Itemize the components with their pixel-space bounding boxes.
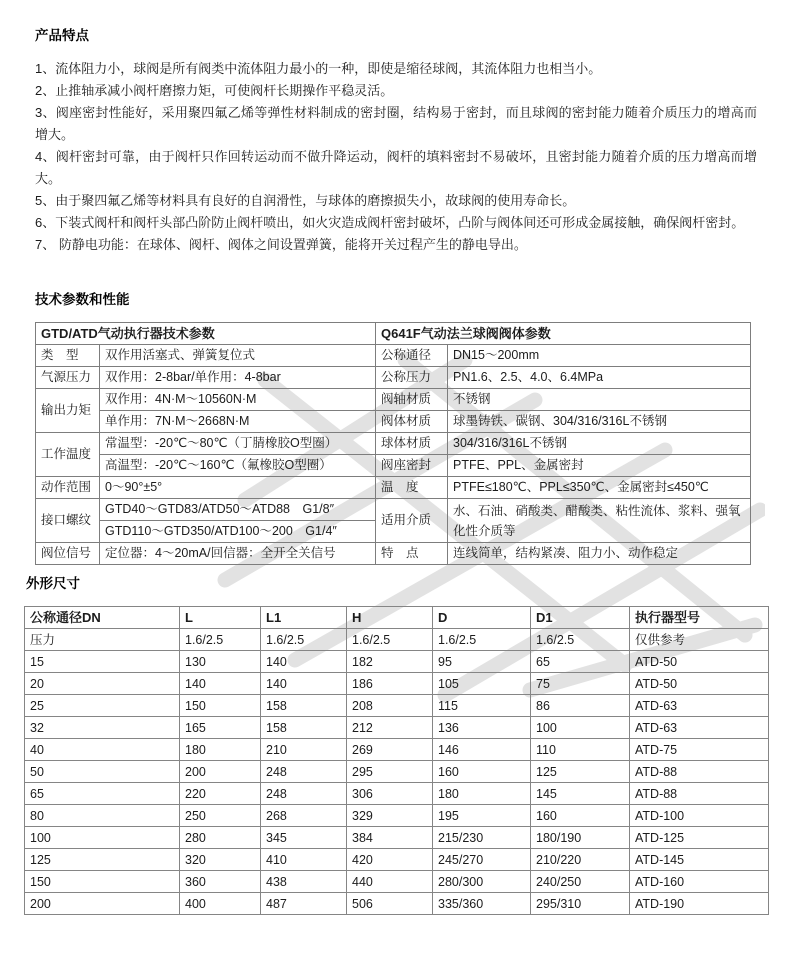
param-value: 304/316/316L不锈钢	[448, 433, 751, 455]
dim-cell: 280	[180, 827, 261, 849]
feature-item: 2、止推轴承减小阀杆磨擦力矩，可使阀杆长期操作平稳灵活。	[35, 83, 394, 98]
param-value: 0～90°±5°	[100, 477, 376, 499]
dim-cell: 150	[180, 695, 261, 717]
dim-cell: 125	[25, 849, 180, 871]
param-value: 双作用：4N·M～10560N·M	[100, 389, 376, 411]
dim-cell: 130	[180, 651, 261, 673]
dim-cell: ATD-125	[630, 827, 769, 849]
dim-cell: 210	[261, 739, 347, 761]
param-value: PTFE、PPL、金属密封	[448, 455, 751, 477]
dim-cell: 158	[261, 695, 347, 717]
param-label: 气源压力	[36, 367, 100, 389]
dim-cell: 335/360	[433, 893, 531, 915]
table-row	[36, 411, 751, 433]
param-value: GTD110～GTD350/ATD100～200 G1/4″	[100, 521, 376, 543]
feature-item: 6、下装式阀杆和阀杆头部凸阶防止阀杆喷出，如火灾造成阀杆密封破坏，凸阶与阀体间还可形成金属接触，确保阀杆密封。	[35, 215, 745, 230]
dim-cell: ATD-63	[630, 695, 769, 717]
param-value: 常温型：-20℃～80℃（丁腈橡胶O型圈）	[100, 433, 376, 455]
dim-column-header: D1	[531, 607, 630, 629]
dim-cell: 压力	[25, 629, 180, 651]
dim-cell: 40	[25, 739, 180, 761]
dim-cell: 140	[180, 673, 261, 695]
dim-cell: ATD-88	[630, 761, 769, 783]
feature-item: 3、阀座密封性能好，采用聚四氟乙烯等弹性材料制成的密封圈，结构易于密封，而且球阀的密封能力随着介质压力的增高而增大。	[35, 105, 757, 142]
dim-cell: 1.6/2.5	[261, 629, 347, 651]
dim-cell: ATD-160	[630, 871, 769, 893]
table-row	[25, 871, 769, 893]
feature-item: 4、阀杆密封可靠，由于阀杆只作回转运动而不做升降运动，阀杆的填料密封不易破坏，且密封能力随着介质的压力增高而增大。	[35, 149, 757, 186]
feature-list	[35, 58, 757, 256]
dim-cell: 165	[180, 717, 261, 739]
param-value: 不锈钢	[448, 389, 751, 411]
dim-cell: 32	[25, 717, 180, 739]
dim-cell: 306	[347, 783, 433, 805]
table-row	[36, 543, 751, 565]
table-row	[36, 345, 751, 367]
dim-cell: 110	[531, 739, 630, 761]
param-label: 特 点	[376, 543, 448, 565]
dim-cell: ATD-88	[630, 783, 769, 805]
dim-cell: 136	[433, 717, 531, 739]
table-row	[25, 695, 769, 717]
dim-cell: 250	[180, 805, 261, 827]
table-row	[25, 805, 769, 827]
dim-cell: 1.6/2.5	[347, 629, 433, 651]
dim-cell: 158	[261, 717, 347, 739]
dim-cell: 506	[347, 893, 433, 915]
dim-cell: 295/310	[531, 893, 630, 915]
dim-cell: 269	[347, 739, 433, 761]
table-row	[25, 673, 769, 695]
param-label: 动作范围	[36, 477, 100, 499]
dim-cell: 1.6/2.5	[180, 629, 261, 651]
dim-cell: 220	[180, 783, 261, 805]
dim-cell: ATD-145	[630, 849, 769, 871]
table-row	[25, 849, 769, 871]
dim-cell: 145	[531, 783, 630, 805]
dim-cell: 248	[261, 761, 347, 783]
dim-cell: 182	[347, 651, 433, 673]
dim-cell: 160	[531, 805, 630, 827]
dim-cell: 320	[180, 849, 261, 871]
table-row	[25, 739, 769, 761]
section-title-features: 产品特点	[35, 28, 89, 43]
dim-cell: 410	[261, 849, 347, 871]
param-value: 双作用活塞式、弹簧复位式	[100, 345, 376, 367]
dim-cell: 仅供参考	[630, 629, 769, 651]
param-value: 定位器：4～20mA/回信器：全开全关信号	[100, 543, 376, 565]
param-label: 阀座密封	[376, 455, 448, 477]
dim-cell: ATD-75	[630, 739, 769, 761]
param-value: 单作用：7N·M～2668N·M	[100, 411, 376, 433]
dim-cell: 180	[433, 783, 531, 805]
dim-cell: 360	[180, 871, 261, 893]
param-value: PTFE≤180℃、PPL≤350℃、金属密封≤450℃	[448, 477, 751, 499]
section-title-tech-params: 技术参数和性能	[35, 292, 130, 307]
dim-cell: 186	[347, 673, 433, 695]
dim-cell: 438	[261, 871, 347, 893]
param-value: 双作用：2-8bar/单作用：4-8bar	[100, 367, 376, 389]
dim-cell: 1.6/2.5	[531, 629, 630, 651]
param-value: GTD40～GTD83/ATD50～ATD88 G1/8″	[100, 499, 376, 521]
dim-cell: 329	[347, 805, 433, 827]
dim-cell: 295	[347, 761, 433, 783]
dim-cell: 268	[261, 805, 347, 827]
table-row	[36, 389, 751, 411]
dim-cell: 86	[531, 695, 630, 717]
param-label: 公称压力	[376, 367, 448, 389]
dim-cell: 140	[261, 651, 347, 673]
feature-item: 5、由于聚四氟乙烯等材料具有良好的自润滑性，与球体的磨擦损失小，故球阀的使用寿命长。	[35, 193, 576, 208]
dim-cell: 487	[261, 893, 347, 915]
feature-item: 7、 防静电功能：在球体、阀杆、阀体之间设置弹簧，能将开关过程产生的静电导出。	[35, 237, 527, 252]
dim-column-header: 执行器型号	[630, 607, 769, 629]
param-label: 接口螺纹	[36, 499, 100, 543]
dim-cell: 125	[531, 761, 630, 783]
dim-cell: 215/230	[433, 827, 531, 849]
dim-cell: 248	[261, 783, 347, 805]
param-label: 公称通径	[376, 345, 448, 367]
dim-cell: 15	[25, 651, 180, 673]
table-row	[25, 783, 769, 805]
dim-cell: ATD-63	[630, 717, 769, 739]
dim-cell: 208	[347, 695, 433, 717]
param-value: DN15～200mm	[448, 345, 751, 367]
param-label: 阀轴材质	[376, 389, 448, 411]
dim-cell: 50	[25, 761, 180, 783]
dim-cell: 75	[531, 673, 630, 695]
dim-cell: 65	[531, 651, 630, 673]
dim-cell: 150	[25, 871, 180, 893]
dim-cell: 25	[25, 695, 180, 717]
table-row	[25, 629, 769, 651]
dim-cell: ATD-50	[630, 651, 769, 673]
dim-cell: 420	[347, 849, 433, 871]
dim-cell: 240/250	[531, 871, 630, 893]
dim-cell: 80	[25, 805, 180, 827]
dim-cell: 384	[347, 827, 433, 849]
dim-cell: ATD-50	[630, 673, 769, 695]
tech-params-table	[35, 322, 751, 565]
table-row	[36, 433, 751, 455]
param-label: 适用介质	[376, 499, 448, 543]
dim-cell: 140	[261, 673, 347, 695]
dim-cell: 212	[347, 717, 433, 739]
section-title-dimensions: 外形尺寸	[26, 576, 80, 591]
dim-cell: 146	[433, 739, 531, 761]
dim-cell: 105	[433, 673, 531, 695]
dim-cell: 280/300	[433, 871, 531, 893]
dim-cell: 160	[433, 761, 531, 783]
tech-table-right-header: Q641F气动法兰球阀阀体参数	[376, 323, 751, 345]
dim-cell: 180	[180, 739, 261, 761]
param-label: 阀体材质	[376, 411, 448, 433]
dim-column-header: L	[180, 607, 261, 629]
param-label: 温 度	[376, 477, 448, 499]
dim-cell: 100	[25, 827, 180, 849]
param-value: PN1.6、2.5、4.0、6.4MPa	[448, 367, 751, 389]
dim-column-header: 公称通径DN	[25, 607, 180, 629]
dim-cell: 1.6/2.5	[433, 629, 531, 651]
param-value: 连线简单，结构紧凑、阻力小、动作稳定	[448, 543, 751, 565]
table-row	[25, 893, 769, 915]
dim-cell: 210/220	[531, 849, 630, 871]
dim-cell: 65	[25, 783, 180, 805]
dim-cell: 245/270	[433, 849, 531, 871]
param-value: 水、石油、硝酸类、醋酸类、粘性流体、浆料、强氧化性介质等	[448, 499, 751, 543]
param-label: 类 型	[36, 345, 100, 367]
table-row	[25, 717, 769, 739]
table-row	[36, 367, 751, 389]
table-header-row	[25, 607, 769, 629]
table-row	[25, 761, 769, 783]
dim-cell: 115	[433, 695, 531, 717]
feature-item: 1、流体阻力小，球阀是所有阀类中流体阻力最小的一种，即使是缩径球阀，其流体阻力也相当小。	[35, 61, 602, 76]
param-value: 高温型：-20℃～160℃（氟橡胶O型圈）	[100, 455, 376, 477]
param-label: 阀位信号	[36, 543, 100, 565]
tech-table-left-header: GTD/ATD气动执行器技术参数	[36, 323, 376, 345]
param-value: 球墨铸铁、碳钢、304/316/316L不锈钢	[448, 411, 751, 433]
dim-cell: 100	[531, 717, 630, 739]
dim-cell: 180/190	[531, 827, 630, 849]
dim-column-header: D	[433, 607, 531, 629]
table-row	[36, 477, 751, 499]
dim-cell: ATD-190	[630, 893, 769, 915]
param-label: 球体材质	[376, 433, 448, 455]
param-label: 工作温度	[36, 433, 100, 477]
dim-column-header: H	[347, 607, 433, 629]
table-row	[36, 499, 751, 521]
dim-cell: 95	[433, 651, 531, 673]
dim-cell: 400	[180, 893, 261, 915]
table-row	[25, 827, 769, 849]
dim-cell: 200	[180, 761, 261, 783]
dim-cell: 20	[25, 673, 180, 695]
dimensions-table	[24, 606, 769, 915]
dim-column-header: L1	[261, 607, 347, 629]
table-row	[36, 455, 751, 477]
dim-cell: 440	[347, 871, 433, 893]
table-row	[25, 651, 769, 673]
table-row	[36, 323, 751, 345]
param-label: 输出力矩	[36, 389, 100, 433]
dim-cell: 195	[433, 805, 531, 827]
dim-cell: 200	[25, 893, 180, 915]
dim-cell: 345	[261, 827, 347, 849]
dim-cell: ATD-100	[630, 805, 769, 827]
